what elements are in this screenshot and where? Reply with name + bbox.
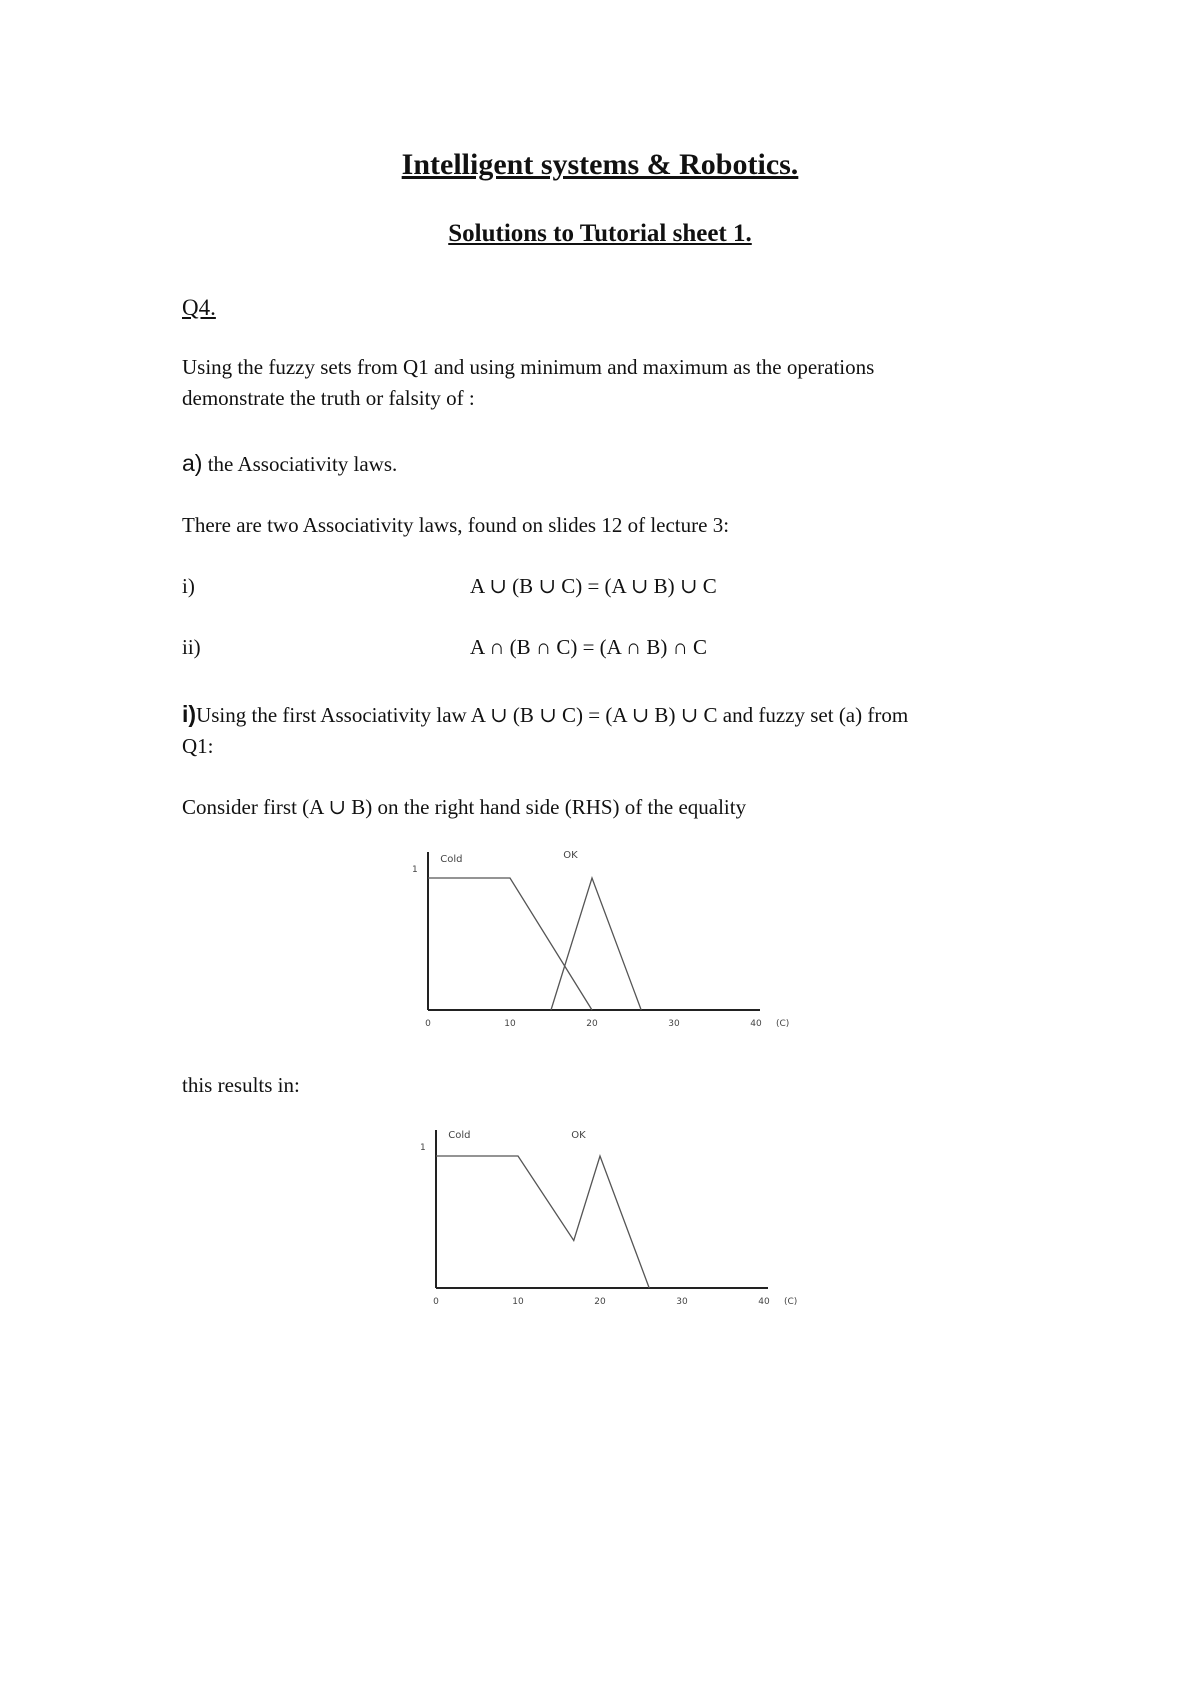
intro-line-2: demonstrate the truth or falsity of :: [182, 386, 475, 410]
x-tick-label: 40: [758, 1297, 770, 1307]
laws-intro: There are two Associativity laws, found on slides 12 of lecture 3:: [182, 513, 730, 537]
consider-line: Consider first (A ∪ B) on the right hand side (RHS) of the equality: [182, 795, 747, 819]
x-tick-label: 40: [750, 1019, 762, 1029]
document-title: Intelligent systems & Robotics.: [401, 148, 799, 181]
membership-chart-cold-ok: [400, 840, 820, 1040]
x-tick-label: 20: [586, 1019, 598, 1029]
question-heading: Q4.: [182, 295, 216, 320]
results-line: this results in:: [182, 1073, 300, 1097]
union-result-chart: [408, 1118, 828, 1318]
document-subtitle: Solutions to Tutorial sheet 1.: [448, 220, 752, 247]
intro-paragraph: [182, 352, 1042, 414]
x-tick-label: 0: [433, 1297, 439, 1307]
series-label: OK: [563, 850, 578, 861]
x-tick-label: 30: [676, 1297, 688, 1307]
series-label: OK: [571, 1130, 586, 1141]
y-tick-label: 1: [412, 865, 418, 875]
intro-line-1: Using the fuzzy sets from Q1 and using minimum and maximum as the operations: [182, 355, 875, 379]
x-tick-label: 0: [425, 1019, 431, 1029]
law-1-equation: A ∪ (B ∪ C) = (A ∪ B) ∪ C: [470, 574, 717, 598]
x-tick-label: 10: [504, 1019, 516, 1029]
series-line: [551, 878, 641, 1010]
using-marker: i): [182, 701, 197, 727]
series-line: [428, 878, 592, 1010]
x-tick-label: 30: [668, 1019, 680, 1029]
series-label: Cold: [448, 1130, 471, 1141]
part-a-marker: a): [182, 450, 203, 476]
law-2-equation: A ∩ (B ∩ C) = (A ∩ B) ∩ C: [470, 635, 708, 659]
law-1-label: i): [182, 574, 195, 598]
using-line-1: Using the first Associativity law A ∪ (B ∪ C) = (A ∪ B) ∪ C and fuzzy set (a) from: [196, 703, 909, 727]
using-line-2: Q1:: [182, 734, 214, 758]
y-tick-label: 1: [420, 1143, 426, 1153]
part-a-line: [182, 448, 1042, 480]
part-a-text: the Associativity laws.: [202, 452, 398, 476]
using-paragraph: [182, 699, 1042, 762]
series-label: Cold: [440, 854, 463, 865]
series-line: [436, 1156, 649, 1288]
x-tick-label: 10: [512, 1297, 524, 1307]
x-axis-label: (C): [784, 1297, 798, 1307]
x-tick-label: 20: [594, 1297, 606, 1307]
x-axis-label: (C): [776, 1019, 790, 1029]
law-2-label: ii): [182, 635, 201, 659]
